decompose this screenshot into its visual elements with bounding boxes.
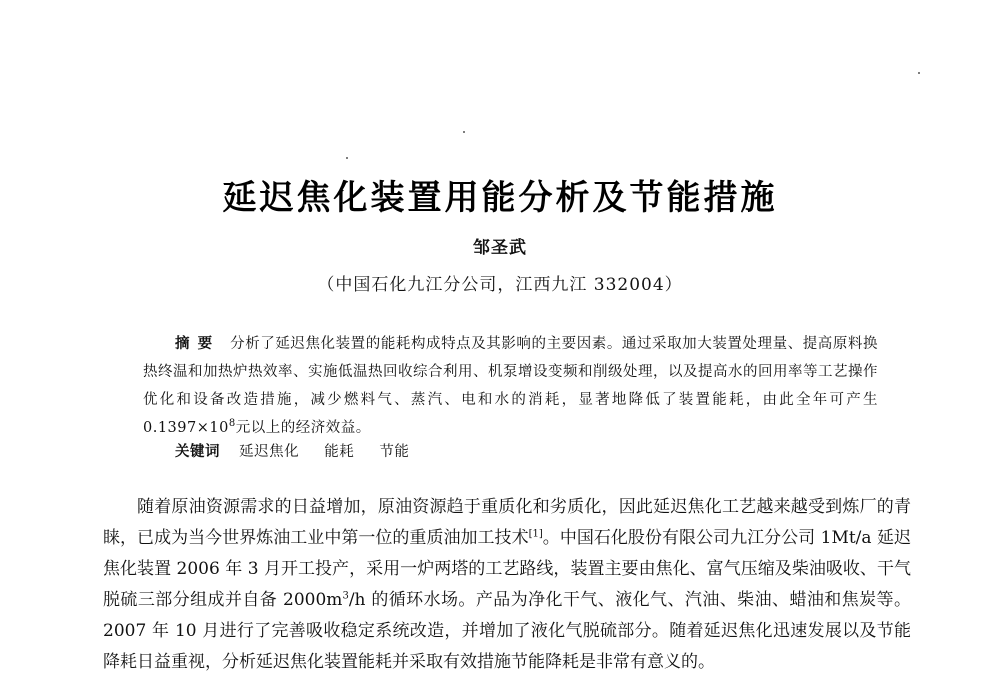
scan-speck (463, 131, 465, 133)
body-text-part: 随着原油资源需求的日益增加，原油资源趋于重质化和劣质化，因此延迟焦化工艺越来越受到炼厂的青睐，已成为当今世界炼油工业中第一位的重质油加工技术 (103, 497, 911, 548)
author-affiliation: （中国石化九江分公司，江西九江 332004） (317, 275, 683, 295)
keywords-line (175, 442, 429, 462)
keyword-item: 能耗 (324, 444, 355, 460)
scan-speck (918, 72, 920, 74)
body-text-part: /h 的循环水场。产品为净化干气、液化气、汽油、柴油、蜡油和焦炭等。2007 年 10 月进行了完善吸收稳定系统改造，并增加了液化气脱硫部分。随着延迟焦化迅速发展以及节能降耗日益重视，分析延迟焦化装置能耗并采取有效措施节能降耗是非常有意义的。 (103, 590, 911, 672)
abstract-text: 分析了延迟焦化装置的能耗构成特点及其影响的主要因素。通过采取加大装置处理量、提高原料换热终温和加热炉热效率、实施低温热回收综合利用、机泵增设变频和削级处理，以及提高水的回用率等工艺操作优化和设备改造措施，减少燃料气、蒸汽、电和水的消耗，显著地降低了装置能耗，由此全年可产生 0.1397×10 (143, 336, 879, 436)
unit-exponent: 3 (342, 590, 349, 602)
abstract-exponent: 8 (228, 418, 236, 430)
abstract-text-end: 元以上的经济效益。 (235, 420, 371, 436)
citation-ref: [1] (528, 528, 543, 540)
abstract-label: 摘要 (175, 336, 221, 352)
keyword-item: 延迟焦化 (239, 444, 300, 460)
paper-title: 延迟焦化装置用能分析及节能措施 (222, 178, 778, 218)
author-name: 邹圣武 (473, 238, 527, 258)
keyword-item: 节能 (379, 444, 410, 460)
body-text-part: 。中国石化股份有限公司九江分公司 1Mt/a 延迟焦化装置 2006 年 3 月开工投产，采用一炉两塔的工艺路线，装置主要由焦化、富气压缩及柴油吸收、干气脱硫三部分组成并自备 2000m (103, 528, 911, 610)
body-text (103, 492, 911, 678)
abstract-block (143, 330, 878, 442)
keywords-label: 关键词 (175, 444, 220, 460)
scan-speck (346, 157, 348, 159)
body-paragraph (103, 492, 911, 678)
